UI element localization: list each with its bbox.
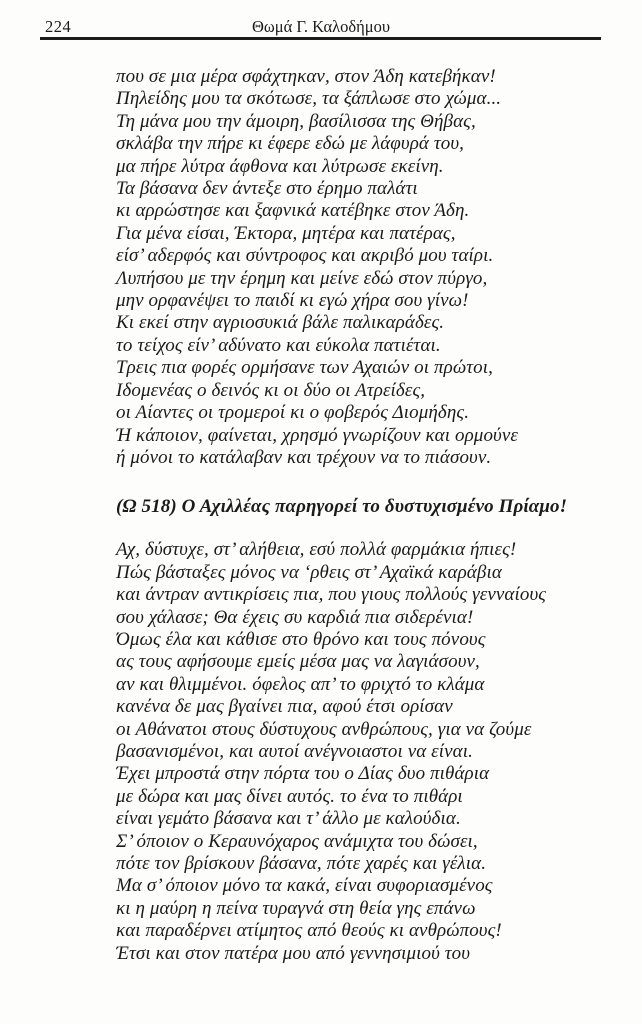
poem-line: σου χάλασε; Θα έχεις συ καρδιά πια σιδερένια! [116,606,474,628]
poem-line: Όμως έλα και κάθισε στο θρόνο και τους πόνους [116,628,486,650]
poem-line: Πηλείδης μου τα σκότωσε, τα ξάπλωσε στο χώμα... [116,88,502,110]
header-rule [40,37,601,40]
poem-line: και παραδέρνει ατίμητος από θεούς κι ανθρώπους! [116,920,502,942]
poem-line: ή μόνοι το κατάλαβαν και τρέχουν να το πιάσουν. [116,446,492,468]
poem-line: Σ’ όποιον ο Κεραυνόχαρος ανάμιχτα του δώσει, [116,830,478,852]
poem-line: οι Αθάνατοι στους δύστυχους ανθρώπους, για να ζούμε [116,718,532,740]
poem-line: Μα σ’ όποιον μόνο τα κακά, είναι συφοριασμένος [116,875,493,897]
poem-line: το τείχος είν’ αδύνατο και εύκολα πατιέται. [116,334,441,356]
poem-line: Ή κάποιον, φαίνεται, χρησμό γνωρίζουν και ορμούνε [116,424,518,446]
poem-line: που σε μια μέρα σφάχτηκαν, στον Άδη κατεβήκαν! [116,66,496,87]
poem-line: Έχει μπροστά στην πόρτα του ο Δίας δυο πιθάρια [116,763,490,785]
running-title: Θωμά Γ. Καλοδήμου [251,17,391,36]
poem-line: και άντραν αντικρίσεις πια, που γιους πολλούς γενναίους [116,584,547,606]
poem-line: πότε τον βρίσκουν βάσανα, πότε χαρές και γέλια. [116,853,487,874]
poem-line: με δώρα και μας δίνει αυτός. το ένα το πιθάρι [116,785,463,807]
poem-line: αν και θλιμμένοι. όφελος απ’ το φριχτό το κλάμα [116,673,485,695]
section-heading: (Ω 518) Ο Αχιλλέας παρηγορεί το δυστυχισμένο Πρίαμο! [116,496,568,518]
poem-line: Ιδομενέας ο δεινός κι οι δύο οι Ατρείδες, [116,379,426,401]
poem-line: μην ορφανέψει το παιδί κι εγώ χήρα σου γίνω! [116,290,469,312]
poem-line: κι η μαύρη η πείνα τυραγνά στη θεία γης επάνω [116,897,476,919]
poem-line: Κι εκεί στην αγριοσυκιά βάλε παλικαράδες. [116,312,445,334]
poem-line: Έτσι και στον πατέρα μου από γεννησιμιού του [116,942,471,964]
poem-line: βασανισμένοι, και αυτοί ανέγνοιαστοι να είναι. [116,740,473,762]
poem-line: Τρεις πια φορές ορμήσανε των Αχαιών οι πρώτοι, [116,357,493,379]
poem-line: κανένα δε μας βγαίνει πια, αφού έτσι ορίσαν [116,696,453,718]
poem-line: Τα βάσανα δεν άντεξε στο έρημο παλάτι [116,178,418,200]
poem-line: Τη μάνα μου την άμοιρη, βασίλισσα της Θήβας, [116,110,476,132]
poem-line: Αχ, δύστυχε, στ’ αλήθεια, εσύ πολλά φαρμάκια ήπιες! [116,539,517,561]
poem-section-achilles-consoles-priam [116,539,612,965]
page-body [116,66,612,965]
poem-line: είναι γεμάτο βάσανα και τ’ άλλο με καλούδια. [116,808,461,830]
poem-line: οι Αίαντες οι τρομεροί κι ο φοβερός Διομήδης. [116,402,470,424]
poem-line: Λυπήσου με την έρημη και μείνε εδώ στον πύργο, [116,267,488,289]
poem-line: κι αρρώστησε και ξαφνικά κατέβηκε στον Άδη. [116,200,470,222]
page-number: 224 [45,17,72,36]
poem-line: σκλάβα την πήρε κι έφερε εδώ με λάφυρά του, [116,133,465,155]
poem-line: Για μένα είσαι, Έκτορα, μητέρα και πατέρας, [116,222,456,244]
poem-line: είσ’ αδερφός και σύντροφος και ακριβό μου ταίρι. [116,245,494,267]
poem-line: Πώς βάσταξες μόνος να ‘ρθεις στ’ Αχαϊκά καράβια [116,561,502,583]
poem-line: ας τους αφήσουμε εμείς μέσα μας να λαγιάσουν, [116,651,480,673]
poem-line: μα πήρε λύτρα άφθονα και λύτρωσε εκείνη. [116,155,444,177]
poem-section-hector-lament [116,66,612,469]
